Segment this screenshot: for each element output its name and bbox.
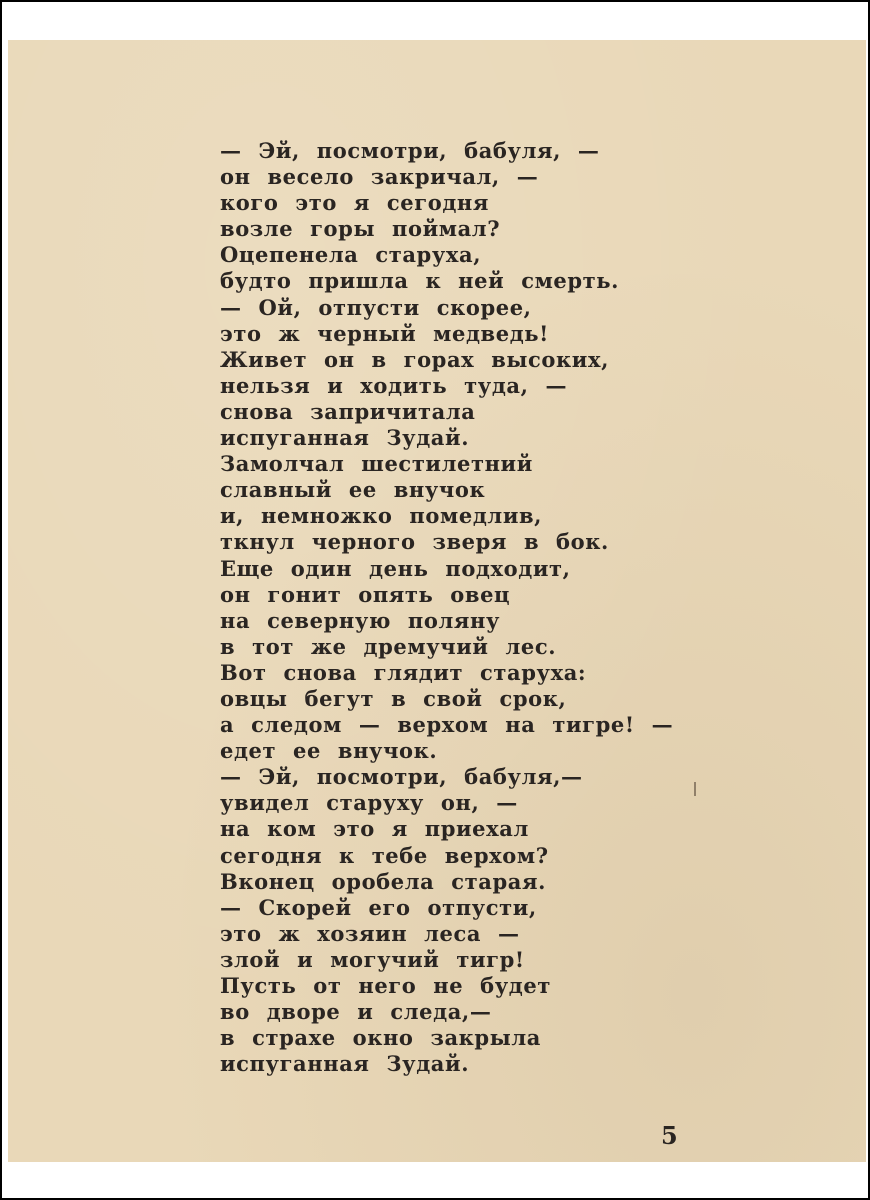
poem-line: — Эй, посмотри, бабуля,— [220,764,583,790]
poem-line: кого это я сегодня [220,190,490,216]
poem-line: нельзя и ходить туда, — [220,372,568,398]
poem-line: Еще один день подходит, [220,555,571,581]
poem-line: Оцепенела старуха, [220,242,482,268]
poem-line: — Ой, отпусти скорее, [220,294,532,320]
poem-line: Вконец оробела старая. [220,868,546,894]
poem-line: Замолчал шестилетний [220,451,533,477]
poem-line: в страхе окно закрыла [220,1025,541,1051]
poem-line: снова запричитала [220,398,476,424]
poem-text [220,138,674,1077]
poem-line: славный ее внучок [220,477,486,503]
poem-line: — Скорей его отпусти, [220,894,537,920]
poem-line: в тот же дремучий лес. [220,633,557,659]
poem-line: увидел старуху он, — [220,790,518,816]
poem-line: Вот снова глядит старуха: [220,659,587,685]
poem-line: испуганная Зудай. [220,1051,470,1077]
paper-speck [694,782,696,796]
poem-line: испуганная Зудай. [220,425,470,451]
poem-line: во дворе и следа,— [220,999,492,1025]
page-number: 5 [661,1121,678,1150]
poem-line: он гонит опять овец [220,581,511,607]
poem-line: Пусть от него не будет [220,973,551,998]
poem-line: возле горы поймал? [220,216,501,242]
poem-line: он весело закричал, — [220,164,539,190]
poem-line: на ком это я приехал [220,816,529,842]
poem-line: будто пришла к ней смерть. [220,268,620,294]
book-page [8,40,866,1162]
poem-line: овцы бегут в свой срок, [220,685,567,711]
poem-line: это ж хозяин леса — [220,920,520,946]
poem-line: сегодня к тебе верхом? [220,842,549,868]
poem-line: а следом — верхом на тигре! — [220,712,674,738]
poem-line: злой и могучий тигр! [220,946,525,972]
poem-line: едет ее внучок. [220,738,438,764]
poem-line: — Эй, посмотри, бабуля, — [220,138,600,163]
poem-line: ткнул черного зверя в бок. [220,529,609,555]
poem-line: Живет он в горах высоких, [220,346,609,372]
poem-line: и, немножко помедлив, [220,503,543,529]
poem-line: на северную поляну [220,607,501,633]
poem-line: это ж черный медведь! [220,320,549,346]
